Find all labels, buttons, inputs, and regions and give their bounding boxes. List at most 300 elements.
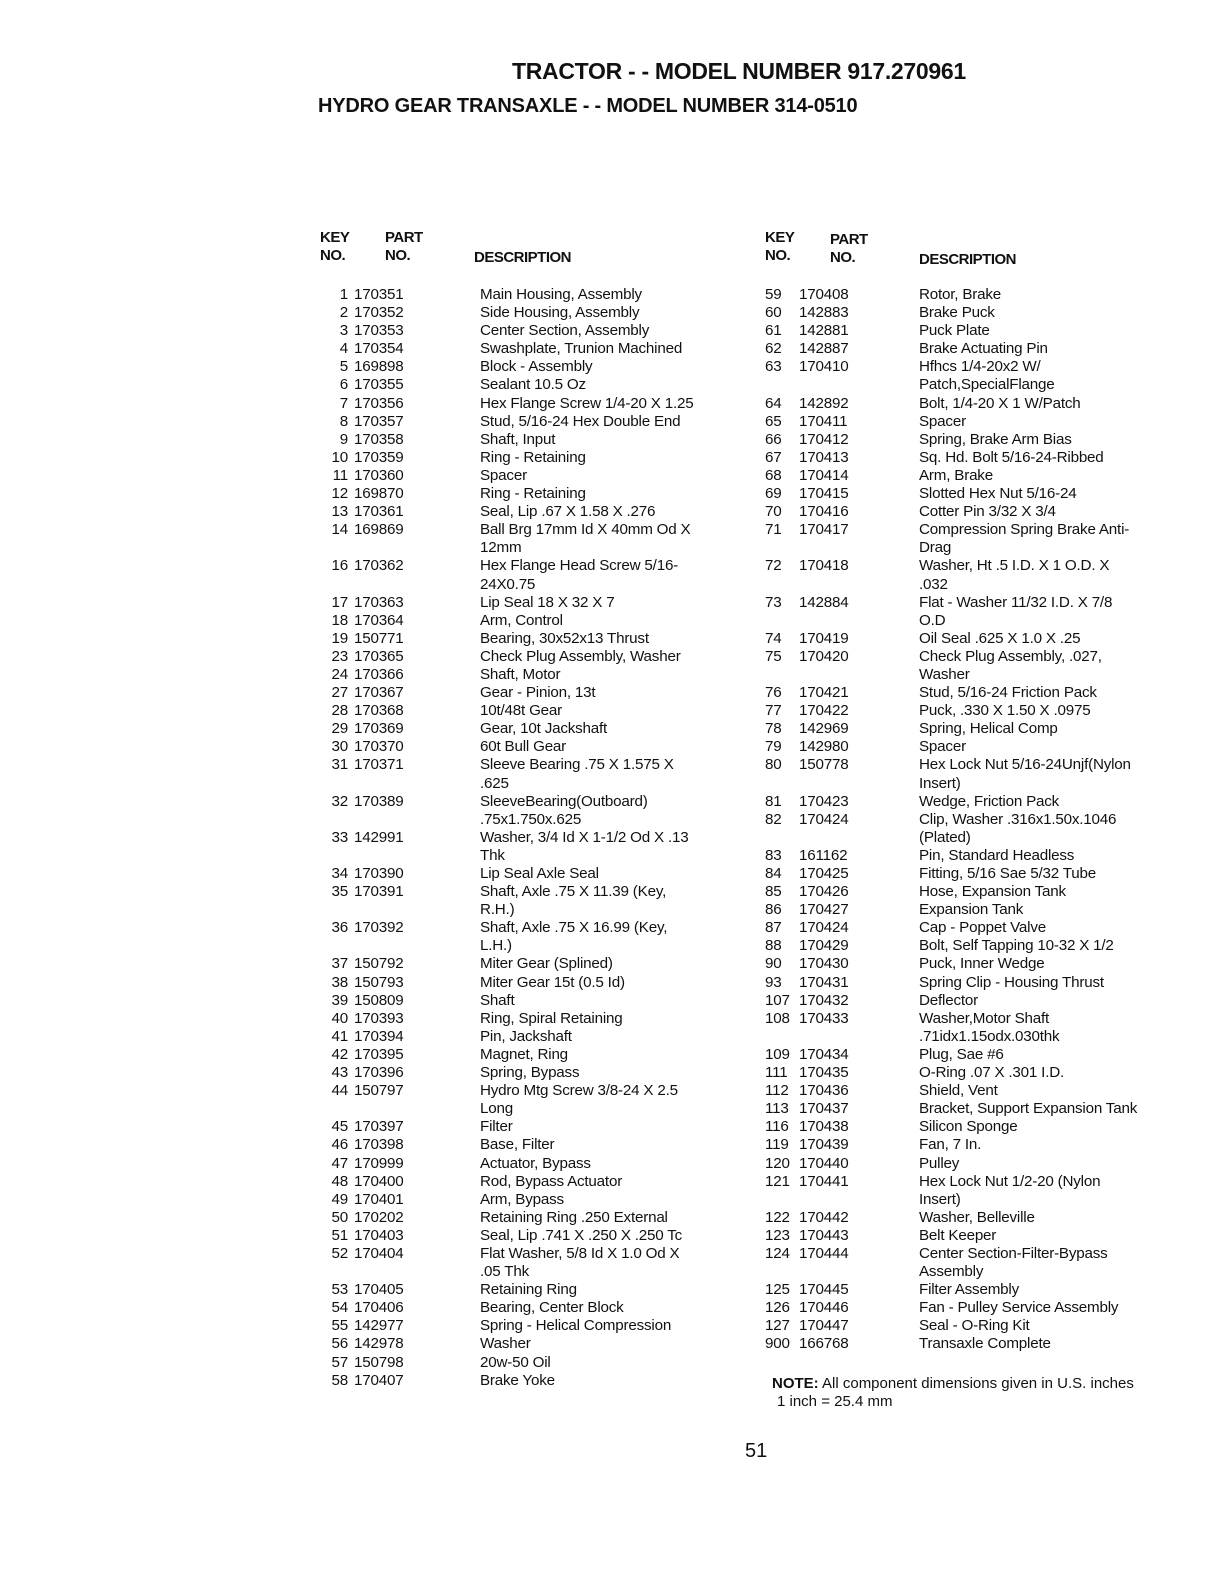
table-header xyxy=(765,228,1195,286)
description xyxy=(480,286,740,304)
table-row xyxy=(320,684,740,702)
description xyxy=(919,919,1195,937)
key-no: 113 xyxy=(765,1100,789,1118)
part-no: 170363 xyxy=(354,593,404,611)
description xyxy=(919,1245,1195,1281)
description xyxy=(480,955,740,973)
table-row xyxy=(320,340,740,358)
part-no: 170369 xyxy=(354,720,404,738)
header-description: DESCRIPTION xyxy=(919,251,1017,268)
description-line: Cotter Pin 3/32 X 3/4 xyxy=(919,503,1056,521)
table-header xyxy=(320,228,740,286)
description-line: Belt Keeper xyxy=(919,1226,997,1244)
table-row xyxy=(765,521,1195,557)
table-row xyxy=(320,594,740,612)
key-no: 45 xyxy=(331,1118,348,1136)
part-no: 170202 xyxy=(354,1208,404,1226)
description xyxy=(919,1010,1195,1046)
part-no: 170434 xyxy=(799,1045,849,1063)
description xyxy=(480,1010,740,1028)
part-no: 170354 xyxy=(354,340,404,358)
description-line: Miter Gear 15t (0.5 Id) xyxy=(480,973,625,991)
table-row xyxy=(320,1317,740,1335)
part-no: 170362 xyxy=(354,557,404,575)
description xyxy=(919,467,1195,485)
table-row xyxy=(765,395,1195,413)
key-no: 18 xyxy=(331,611,348,629)
key-no: 8 xyxy=(339,412,348,430)
description xyxy=(919,1100,1195,1118)
part-no: 170391 xyxy=(354,883,404,901)
part-no: 170404 xyxy=(354,1244,404,1262)
description-line: 20w-50 Oil xyxy=(480,1353,551,1371)
part-no: 170436 xyxy=(799,1082,849,1100)
description-line: Sq. Hd. Bolt 5/16-24-Ribbed xyxy=(919,448,1104,466)
description xyxy=(480,1317,740,1335)
part-no: 170414 xyxy=(799,466,849,484)
table-row xyxy=(320,992,740,1010)
key-no: 88 xyxy=(765,937,782,955)
table-row xyxy=(765,594,1195,630)
table-row xyxy=(320,1299,740,1317)
table-row xyxy=(765,811,1195,847)
key-no: 24 xyxy=(331,665,348,683)
table-row xyxy=(765,992,1195,1010)
description xyxy=(480,648,740,666)
key-no: 107 xyxy=(765,991,790,1009)
key-no: 73 xyxy=(765,593,782,611)
description-line: Seal, Lip .67 X 1.58 X .276 xyxy=(480,503,656,521)
key-no: 3 xyxy=(339,322,348,340)
description xyxy=(480,322,740,340)
part-no: 169870 xyxy=(354,485,404,503)
part-no: 170359 xyxy=(354,448,404,466)
key-no: 56 xyxy=(331,1335,348,1353)
table-row xyxy=(765,1064,1195,1082)
table-row xyxy=(320,1118,740,1136)
table-row xyxy=(320,1010,740,1028)
description-line: Center Section, Assembly xyxy=(480,322,650,340)
table-row xyxy=(765,304,1195,322)
description-line: .05 Thk xyxy=(480,1263,529,1281)
key-no: 58 xyxy=(331,1371,348,1389)
description-line: Oil Seal .625 X 1.0 X .25 xyxy=(919,629,1081,647)
description xyxy=(480,1064,740,1082)
description-line: Shaft, Motor xyxy=(480,665,561,683)
description-line: Patch,SpecialFlange xyxy=(919,376,1055,394)
key-no: 108 xyxy=(765,1009,790,1027)
description-line: Hex Lock Nut 5/16-24Unjf(Nylon xyxy=(919,756,1131,774)
description-line: Filter Assembly xyxy=(919,1281,1019,1299)
part-no: 170403 xyxy=(354,1226,404,1244)
part-no: 150797 xyxy=(354,1082,404,1100)
description-line: Brake Puck xyxy=(919,304,995,322)
description-line: Hex Lock Nut 1/2-20 (Nylon xyxy=(919,1172,1101,1190)
part-no: 150792 xyxy=(354,955,404,973)
part-no: 170355 xyxy=(354,376,404,394)
description xyxy=(919,413,1195,431)
key-no: 40 xyxy=(331,1009,348,1027)
table-row xyxy=(765,1010,1195,1046)
part-no: 150798 xyxy=(354,1353,404,1371)
description-line: Miter Gear (Splined) xyxy=(480,955,613,973)
part-no: 142883 xyxy=(799,304,849,322)
table-row xyxy=(320,485,740,503)
part-no: 170401 xyxy=(354,1190,404,1208)
part-no: 142991 xyxy=(354,828,404,846)
description xyxy=(480,395,740,413)
description xyxy=(919,738,1195,756)
key-no: 53 xyxy=(331,1281,348,1299)
description xyxy=(480,431,740,449)
table-row xyxy=(765,340,1195,358)
table-row xyxy=(765,630,1195,648)
key-no: 116 xyxy=(765,1118,789,1136)
table-row xyxy=(320,720,740,738)
part-no: 170444 xyxy=(799,1244,849,1262)
description-line: Spring Clip - Housing Thrust xyxy=(919,973,1104,991)
table-row xyxy=(765,793,1195,811)
description-line: Assembly xyxy=(919,1263,984,1281)
key-no: 10 xyxy=(331,448,348,466)
description xyxy=(480,829,740,865)
description xyxy=(480,702,740,720)
key-no: 46 xyxy=(331,1136,348,1154)
description-line: Long xyxy=(480,1100,513,1118)
description-line: Shaft xyxy=(480,991,515,1009)
part-no: 170999 xyxy=(354,1154,404,1172)
key-no: 79 xyxy=(765,738,782,756)
part-no: 170437 xyxy=(799,1100,849,1118)
part-no: 161162 xyxy=(799,846,848,864)
key-no: 111 xyxy=(765,1064,788,1082)
description-line: Filter xyxy=(480,1118,513,1136)
description-line: Arm, Bypass xyxy=(480,1190,564,1208)
description xyxy=(480,358,740,376)
part-no: 170447 xyxy=(799,1317,849,1335)
table-row xyxy=(320,449,740,467)
table-row xyxy=(320,431,740,449)
table-row xyxy=(320,1372,740,1390)
description xyxy=(480,1173,740,1191)
description-line: Bearing, Center Block xyxy=(480,1299,624,1317)
table-row xyxy=(765,955,1195,973)
key-no: 19 xyxy=(331,629,348,647)
description-line: Fitting, 5/16 Sae 5/32 Tube xyxy=(919,865,1096,882)
table-row xyxy=(765,503,1195,521)
key-no: 27 xyxy=(331,684,348,702)
part-no: 170361 xyxy=(354,503,404,521)
description xyxy=(480,1136,740,1154)
description-line: O.D xyxy=(919,611,946,629)
description xyxy=(480,1354,740,1372)
table-row xyxy=(320,1064,740,1082)
key-no: 12 xyxy=(331,485,348,503)
part-no: 142980 xyxy=(799,738,849,756)
description-line: Gear - Pinion, 13t xyxy=(480,684,596,702)
description xyxy=(480,521,740,557)
table-row xyxy=(765,738,1195,756)
part-no: 142978 xyxy=(354,1335,404,1353)
note-conversion: 1 inch = 25.4 mm xyxy=(777,1393,893,1410)
table-row xyxy=(765,431,1195,449)
key-no: 67 xyxy=(765,448,782,466)
key-no: 83 xyxy=(765,846,782,864)
description-line: Sleeve Bearing .75 X 1.575 X xyxy=(480,756,674,774)
table-row xyxy=(765,1317,1195,1335)
description-line: Check Plug Assembly, Washer xyxy=(480,647,681,665)
description xyxy=(919,937,1195,955)
description xyxy=(919,1082,1195,1100)
description xyxy=(919,793,1195,811)
part-no: 170357 xyxy=(354,412,404,430)
table-row xyxy=(320,1191,740,1209)
table-row xyxy=(765,1281,1195,1299)
table-row xyxy=(320,1281,740,1299)
description xyxy=(480,1209,740,1227)
key-no: 29 xyxy=(331,720,348,738)
table-row xyxy=(320,1082,740,1118)
table-row xyxy=(765,322,1195,340)
part-no: 170416 xyxy=(799,503,849,521)
part-no: 170407 xyxy=(354,1371,404,1389)
description-line: Sealant 10.5 Oz xyxy=(480,376,586,394)
table-row xyxy=(765,1299,1195,1317)
description-line: Spring - Helical Compression xyxy=(480,1317,672,1335)
key-no: 51 xyxy=(331,1226,348,1244)
table-row xyxy=(765,974,1195,992)
part-no: 170360 xyxy=(354,466,404,484)
description-line: Shaft, Axle .75 X 16.99 (Key, xyxy=(480,919,668,937)
key-no: 39 xyxy=(331,991,348,1009)
part-no: 170415 xyxy=(799,485,849,503)
description xyxy=(480,304,740,322)
part-no: 170411 xyxy=(799,412,848,430)
description xyxy=(919,1335,1195,1353)
description xyxy=(919,1046,1195,1064)
description xyxy=(480,594,740,612)
key-no: 126 xyxy=(765,1299,790,1317)
table-row xyxy=(320,304,740,322)
description xyxy=(480,1372,740,1390)
part-no: 170365 xyxy=(354,647,404,665)
description-line: Bracket, Support Expansion Tank xyxy=(919,1100,1138,1118)
description-line: Stud, 5/16-24 Friction Pack xyxy=(919,684,1097,702)
table-row xyxy=(320,358,740,376)
part-no: 142884 xyxy=(799,593,849,611)
note-text: All component dimensions given in U.S. inches xyxy=(818,1375,1134,1392)
table-row xyxy=(320,1227,740,1245)
description-line: Transaxle Complete xyxy=(919,1335,1051,1353)
part-no: 170389 xyxy=(354,792,404,810)
table-row xyxy=(320,630,740,648)
part-no: 142892 xyxy=(799,394,849,412)
description-line: Flat Washer, 5/8 Id X 1.0 Od X xyxy=(480,1244,680,1262)
key-no: 81 xyxy=(765,792,782,810)
description-line: Hfhcs 1/4-20x2 W/ xyxy=(919,358,1041,376)
table-row xyxy=(765,919,1195,937)
key-no: 59 xyxy=(765,286,782,303)
description xyxy=(919,648,1195,684)
key-no: 82 xyxy=(765,810,782,828)
description-line: Hose, Expansion Tank xyxy=(919,883,1066,901)
header-description: DESCRIPTION xyxy=(474,249,572,266)
key-no: 85 xyxy=(765,883,782,901)
description xyxy=(919,865,1195,883)
key-no: 44 xyxy=(331,1082,348,1100)
part-no: 170352 xyxy=(354,304,404,322)
key-no: 2 xyxy=(339,304,348,322)
description-line: Side Housing, Assembly xyxy=(480,304,640,322)
description xyxy=(480,1118,740,1136)
part-no: 170353 xyxy=(354,322,404,340)
key-no: 11 xyxy=(332,466,348,484)
description-line: Rotor, Brake xyxy=(919,286,1002,303)
key-no: 54 xyxy=(331,1299,348,1317)
description-line: Fan, 7 In. xyxy=(919,1136,982,1154)
table-row xyxy=(320,1028,740,1046)
table-row xyxy=(765,1100,1195,1118)
description xyxy=(480,756,740,792)
description-line: Actuator, Bypass xyxy=(480,1154,591,1172)
key-no: 75 xyxy=(765,647,782,665)
part-no: 150809 xyxy=(354,991,404,1009)
description xyxy=(919,1209,1195,1227)
table-row xyxy=(765,684,1195,702)
table-row xyxy=(320,1173,740,1191)
description-line: Gear, 10t Jackshaft xyxy=(480,720,608,738)
key-no: 84 xyxy=(765,865,782,882)
part-no: 170398 xyxy=(354,1136,404,1154)
description-line: Insert) xyxy=(919,774,961,792)
description-line: .75x1.750x.625 xyxy=(480,810,582,828)
part-no: 170443 xyxy=(799,1226,849,1244)
key-no: 121 xyxy=(765,1172,790,1190)
description-line: Washer xyxy=(480,1335,531,1353)
table-row xyxy=(320,1209,740,1227)
description xyxy=(480,1191,740,1209)
part-no: 170413 xyxy=(799,448,849,466)
description xyxy=(919,503,1195,521)
description-line: Brake Yoke xyxy=(480,1371,555,1389)
key-no: 38 xyxy=(331,973,348,991)
table-row xyxy=(765,358,1195,394)
description-line: Spring, Helical Comp xyxy=(919,720,1058,738)
description xyxy=(480,413,740,431)
table-row xyxy=(320,503,740,521)
description-line: Ring - Retaining xyxy=(480,485,586,503)
key-no: 70 xyxy=(765,503,782,521)
table-row xyxy=(765,1082,1195,1100)
table-row xyxy=(765,1136,1195,1154)
part-no: 170422 xyxy=(799,702,849,720)
key-no: 69 xyxy=(765,485,782,503)
table-row xyxy=(765,413,1195,431)
description-line: .71idx1.15odx.030thk xyxy=(919,1027,1060,1045)
description-line: Expansion Tank xyxy=(919,901,1024,919)
table-row xyxy=(765,1046,1195,1064)
description-line: O-Ring .07 X .301 I.D. xyxy=(919,1064,1065,1082)
description-line: L.H.) xyxy=(480,937,512,955)
key-no: 65 xyxy=(765,412,782,430)
description-line: Spring, Brake Arm Bias xyxy=(919,430,1072,448)
part-no: 170421 xyxy=(799,684,849,702)
key-no: 66 xyxy=(765,430,782,448)
part-no: 169898 xyxy=(354,358,404,376)
description-line: Puck, .330 X 1.50 X .0975 xyxy=(919,702,1091,720)
description-line: Shaft, Axle .75 X 11.39 (Key, xyxy=(480,883,667,901)
part-no: 142887 xyxy=(799,340,849,358)
table-row xyxy=(765,1227,1195,1245)
description-line: Spacer xyxy=(919,738,966,756)
description-line: 60t Bull Gear xyxy=(480,738,567,756)
description-line: 12mm xyxy=(480,539,522,557)
key-no: 109 xyxy=(765,1045,790,1063)
table-row xyxy=(765,901,1195,919)
key-no: 55 xyxy=(331,1317,348,1335)
description-line: Hydro Mtg Screw 3/8-24 X 2.5 xyxy=(480,1082,678,1100)
part-no: 170440 xyxy=(799,1154,849,1172)
key-no: 76 xyxy=(765,684,782,702)
description-line: Hex Flange Head Screw 5/16- xyxy=(480,557,679,575)
key-no: 63 xyxy=(765,358,782,376)
part-no: 170433 xyxy=(799,1009,849,1027)
description-line: Puck, Inner Wedge xyxy=(919,955,1045,973)
key-no: 80 xyxy=(765,756,782,774)
key-no: 14 xyxy=(331,521,348,539)
description xyxy=(919,1155,1195,1173)
description xyxy=(480,612,740,630)
key-no: 125 xyxy=(765,1281,790,1299)
key-no: 62 xyxy=(765,340,782,358)
description-line: Spacer xyxy=(480,466,527,484)
table-row xyxy=(320,1354,740,1372)
description xyxy=(480,467,740,485)
table-row xyxy=(320,612,740,630)
table-row xyxy=(320,648,740,666)
part-no: 170430 xyxy=(799,955,849,973)
part-no: 150771 xyxy=(354,629,404,647)
description xyxy=(480,974,740,992)
description-line: R.H.) xyxy=(480,901,515,919)
table-row xyxy=(765,557,1195,593)
description-line: Lip Seal 18 X 32 X 7 xyxy=(480,593,615,611)
description-line: Drag xyxy=(919,539,952,557)
description xyxy=(480,1281,740,1299)
table-row xyxy=(320,829,740,865)
description-line: Washer, Ht .5 I.D. X 1 O.D. X xyxy=(919,557,1110,575)
table-row xyxy=(320,413,740,431)
key-no: 9 xyxy=(339,430,348,448)
description-line: Swashplate, Trunion Machined xyxy=(480,340,683,358)
header-part-no: PART NO. xyxy=(385,229,423,264)
key-no: 52 xyxy=(331,1244,348,1262)
part-no: 170408 xyxy=(799,286,849,303)
description-line: Block - Assembly xyxy=(480,358,593,376)
header-key-no: KEY NO. xyxy=(765,229,795,264)
description xyxy=(480,1335,740,1353)
description-line: Cap - Poppet Valve xyxy=(919,919,1046,937)
page-number: 51 xyxy=(745,1440,768,1462)
description xyxy=(480,1046,740,1064)
header-key-no: KEY NO. xyxy=(320,229,350,264)
description-line: Base, Filter xyxy=(480,1136,555,1154)
description xyxy=(480,865,740,883)
key-no: 30 xyxy=(331,738,348,756)
description-line: Retaining Ring .250 External xyxy=(480,1208,668,1226)
key-no: 23 xyxy=(331,647,348,665)
key-no: 41 xyxy=(331,1027,348,1045)
